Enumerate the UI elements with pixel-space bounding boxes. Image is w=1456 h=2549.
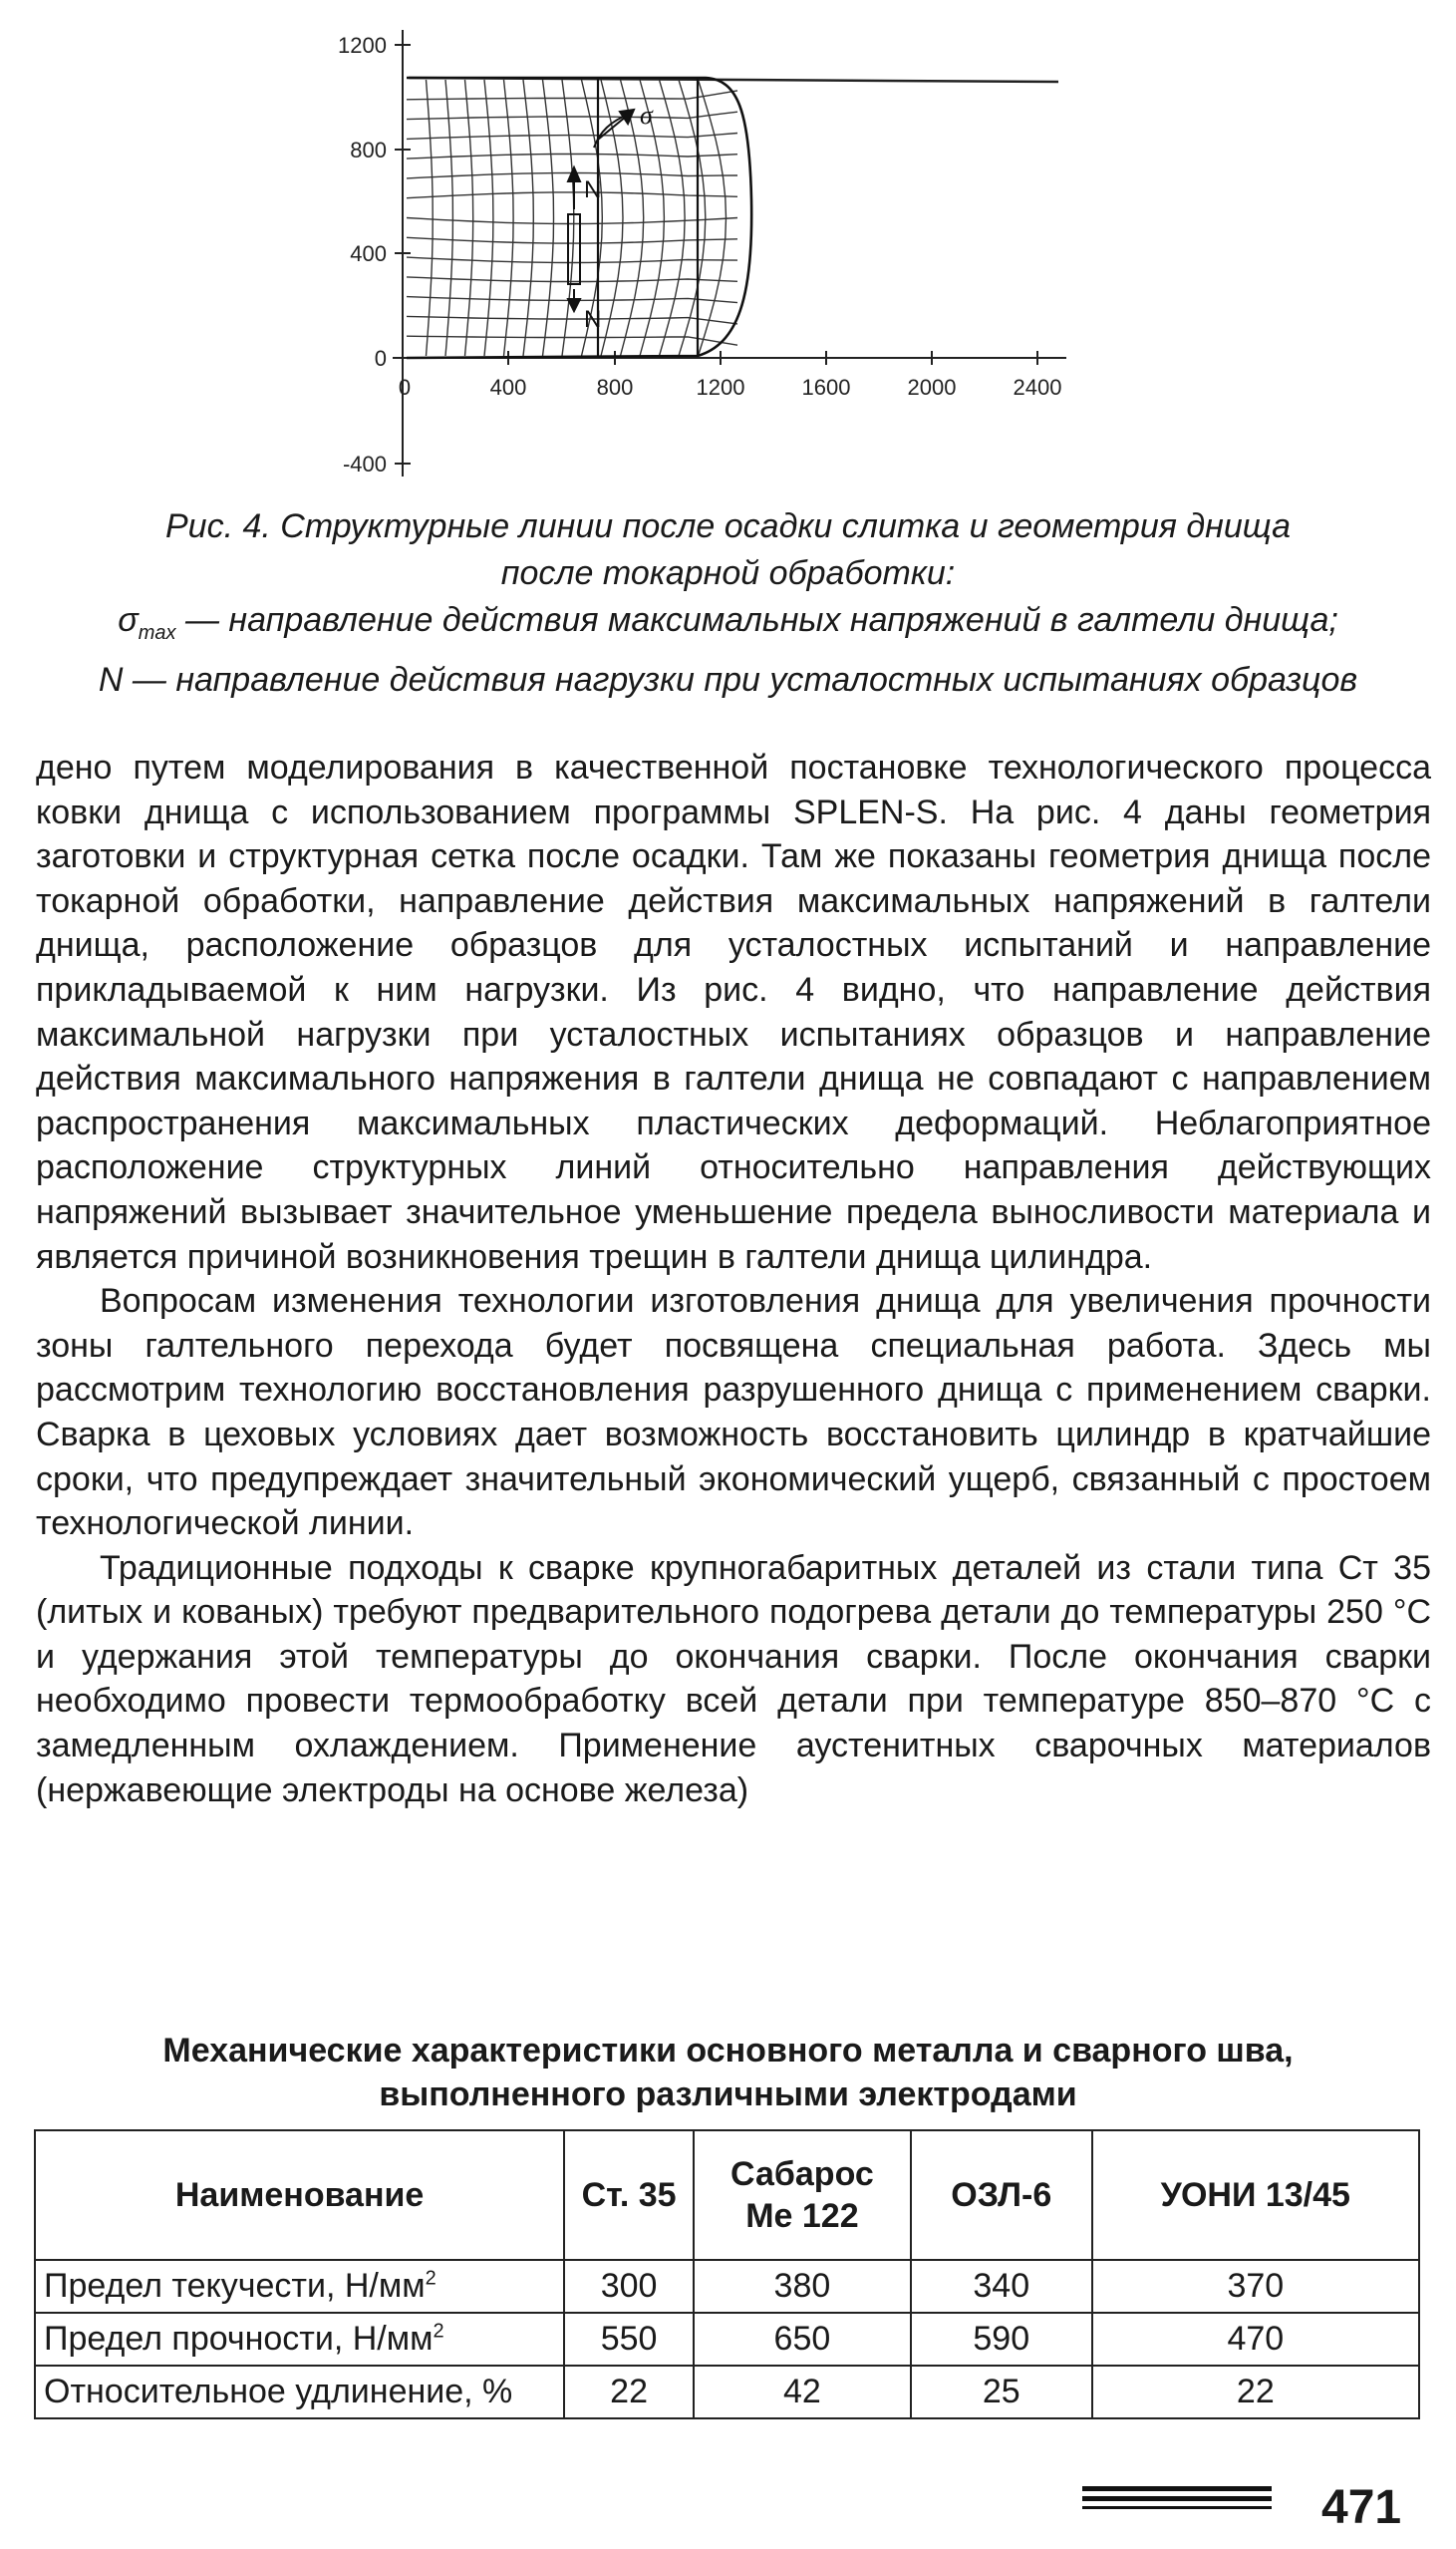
mesh-line	[407, 218, 737, 224]
table-cell: 42	[694, 2366, 911, 2418]
caption-sigma-subscript: max	[138, 621, 176, 644]
table-cell: 300	[564, 2260, 694, 2313]
x-tick-label: 800	[596, 375, 634, 400]
table-cell: 25	[911, 2366, 1092, 2418]
mesh-line	[407, 192, 737, 198]
footer-rule-1	[1082, 2486, 1272, 2491]
table-cell: 550	[564, 2313, 694, 2366]
table-title-line-1: Механические характеристики основного металла и сварного шва,	[162, 2032, 1294, 2070]
sigma-arrow	[594, 110, 634, 148]
n-top-label: N	[584, 176, 602, 203]
figure-4	[0, 0, 1456, 488]
properties-table	[34, 2129, 1420, 2419]
x-tick-label: 2000	[907, 375, 957, 400]
mesh-line	[679, 80, 706, 356]
x-tick-label: 400	[489, 375, 527, 400]
y-tick-label: 0	[374, 346, 387, 371]
row-name: Предел прочности, $Н/мм^2$	[35, 2313, 564, 2366]
row-name: Предел текучести, $Н/мм^2$	[35, 2260, 564, 2313]
mesh-line	[407, 277, 737, 282]
x-tick-label: 1200	[696, 375, 745, 400]
y-tick-label: -400	[342, 452, 387, 477]
figure-axes	[393, 30, 1066, 477]
mesh-line	[543, 80, 554, 356]
table-cell: 370	[1092, 2260, 1419, 2313]
header-st35: Ст. 35	[564, 2130, 694, 2260]
sigma-label: σ	[640, 101, 653, 130]
mesh-line	[660, 80, 686, 356]
footer-rule-3	[1082, 2506, 1272, 2509]
table-title-line-2: выполненного различными электродами	[379, 2075, 1077, 2113]
mesh-line	[699, 80, 727, 356]
table-cell: 590	[911, 2313, 1092, 2366]
mesh-line	[484, 80, 493, 356]
body-text	[36, 746, 1431, 1812]
caption-line-2: после токарной обработки:	[500, 554, 956, 592]
table-cell: 380	[694, 2260, 911, 2313]
header-ozl6: ОЗЛ-6	[911, 2130, 1092, 2260]
x-tick-label: 0	[398, 375, 412, 400]
paragraph-1: дено путем моделирования в качественной постановке технологического процесса ковки днища с использованием программы SPLEN-S. На рис. 4 даны геометрия заготовки и структурная сетка после осадки. Там же показаны геометрия днища после токарной обработки, направление действия максимальных напряжений в галтели днища, расположение образцов для усталостных испытаний и направление прикладываемой к ним нагрузки. Из рис. 4 видно, что направление действия максимальной нагрузки при усталостных испытаниях образцов и направление действия максимального напряжения в галтели днища не совпадают с направлением распространения максимальных пластических деформаций. Неблагоприятное расположение структурных линий относительно направления действующих напряжений вызывает значительное уменьшение предела выносливости материала и является причиной возникновения трещин в галтели днища цилиндра.	[36, 749, 1431, 1276]
row-name: Относительное удлинение, %	[35, 2366, 564, 2418]
mesh-line	[407, 155, 737, 159]
table-header-row	[35, 2130, 1419, 2260]
mesh-line	[427, 80, 434, 356]
caption-line-3-text: — направление действия максимальных напряжений в галтели днища;	[175, 601, 1338, 639]
paragraph-2: Вопросам изменения технологии изготовления днища для увеличения прочности зоны галтельного перехода будет посвящена специальная работа. Здесь мы рассмотрим технологию восстановления разрушенного днища с применением сварки. Сварка в цеховых условиях дает возможность восстановить цилиндр в кратчайшие сроки, что предупреждает значительный экономический ущерб, связанный с простоем технологической линии.	[36, 1282, 1431, 1543]
mesh-line	[407, 91, 737, 100]
table-cell: 22	[1092, 2366, 1419, 2418]
y-tick-label: 800	[350, 138, 387, 162]
caption-sigma: σ	[118, 601, 139, 639]
x-axis-tick-labels	[399, 375, 1062, 400]
table-row	[35, 2260, 1419, 2313]
y-axis-tick-labels	[338, 33, 387, 477]
caption-line-1: Рис. 4. Структурные линии после осадки слитка и геометрия днища	[164, 507, 1291, 545]
table-cell: 650	[694, 2313, 911, 2366]
mesh-line	[504, 80, 514, 356]
mesh-line	[407, 336, 737, 345]
header-uoni: УОНИ 13/45	[1092, 2130, 1419, 2260]
table-row	[35, 2366, 1419, 2418]
paragraph-3: Традиционные подходы к сварке крупногабаритных деталей из стали типа Ст 35 (литых и кованых) требуют предварительного подогрева детали до температуры 250 °С и удержания этой температуры до окончания сварки. После окончания сварки необходимо провести термообработку всей детали при температуре 850–870 °С с замедленным охлаждением. Применение аустенитных сварочных материалов (нержавеющие электроды на основе железа)	[36, 1548, 1431, 1809]
mesh-line	[445, 80, 452, 356]
structural-mesh	[407, 80, 737, 356]
footer-rule-2	[1082, 2496, 1272, 2501]
table-cell: 470	[1092, 2313, 1419, 2366]
header-sabaros: Сабарос Me 122	[694, 2130, 911, 2260]
mesh-line	[465, 80, 473, 356]
table-row	[35, 2313, 1419, 2366]
page-number: 471	[1321, 2481, 1402, 2534]
mesh-line	[407, 134, 737, 140]
y-tick-label: 400	[350, 241, 387, 266]
mesh-line	[407, 237, 737, 243]
header-name: Наименование	[35, 2130, 564, 2260]
y-tick-label: 1200	[338, 33, 387, 58]
table-title	[40, 2029, 1416, 2116]
x-tick-label: 2400	[1013, 375, 1062, 400]
table-cell: 340	[911, 2260, 1092, 2313]
x-tick-label: 1600	[801, 375, 851, 400]
caption-line-4: N — направление действия нагрузки при усталостных испытаниях образцов	[98, 660, 1358, 699]
caption-line-3	[40, 597, 1416, 657]
table-cell: 22	[564, 2366, 694, 2418]
mesh-line	[523, 80, 533, 356]
n-bottom-label: N	[584, 306, 602, 333]
figure-caption	[40, 503, 1416, 704]
